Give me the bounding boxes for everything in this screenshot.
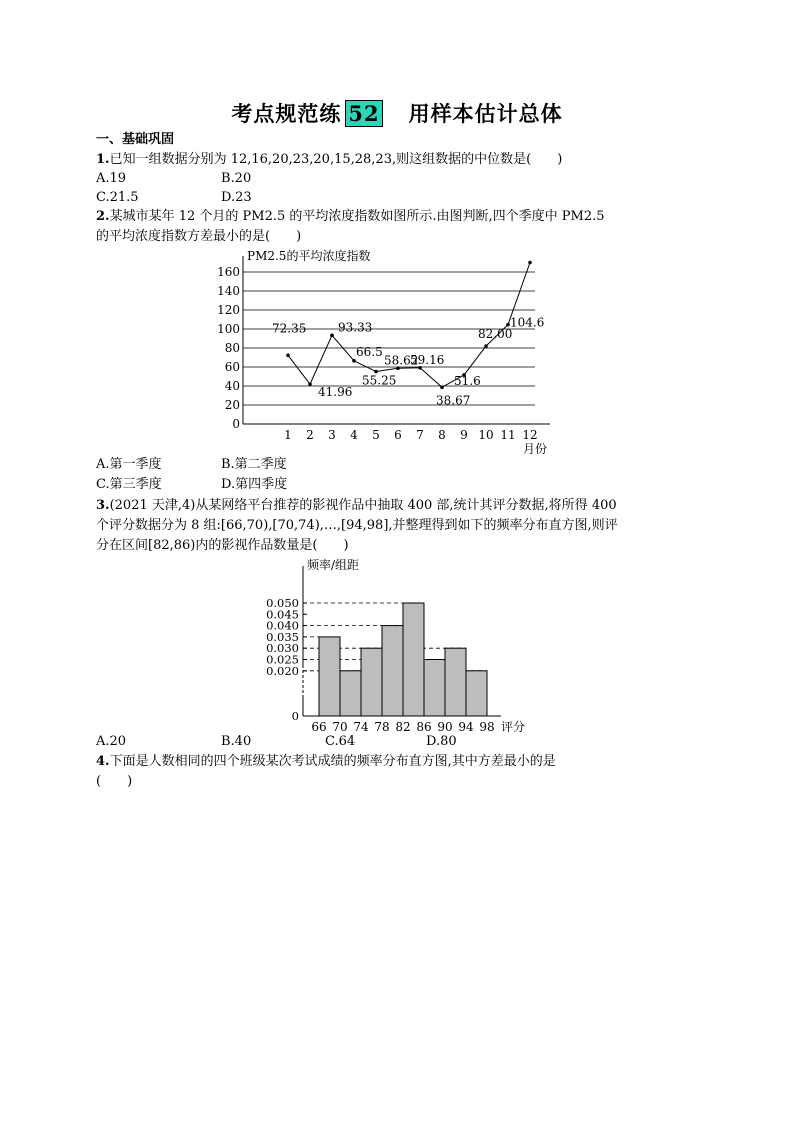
origin-label: 0 [291, 709, 299, 723]
y-tick-label: 80 [224, 341, 240, 355]
question-2-text-2: 的平均浓度指数方差最小的是( [96, 229, 271, 244]
x-tick-label: 10 [478, 428, 494, 442]
data-point [286, 353, 290, 357]
question-2-line-1 [96, 208, 605, 226]
question-4-line-2 [96, 773, 132, 791]
question-4-number: 4. [96, 754, 110, 769]
question-1 [96, 151, 562, 169]
x-tick-label: 70 [332, 720, 348, 734]
q2-option-d[interactable]: D.第四季度 [221, 477, 288, 492]
question-3-line-3 [96, 537, 349, 555]
data-label: 72.35 [272, 321, 307, 336]
data-point [330, 334, 334, 338]
chart-title: PM2.5的平均浓度指数 [247, 249, 371, 263]
y-tick-label: 0 [232, 417, 240, 431]
x-tick-label: 11 [500, 428, 516, 442]
y-tick-label: 0.050 [266, 596, 299, 610]
x-tick-label: 90 [437, 720, 453, 734]
q1-option-d[interactable]: D.23 [221, 190, 252, 205]
title-topic: 用样本估计总体 [408, 102, 563, 126]
y-tick-label: 60 [224, 360, 240, 374]
y-tick-label: 140 [217, 284, 240, 298]
x-axis-label: 评分 [501, 720, 526, 734]
data-point [352, 359, 356, 363]
x-tick-label: 66 [311, 720, 327, 734]
q2-option-b[interactable]: B.第二季度 [221, 457, 287, 472]
y-tick-label: 0.035 [266, 629, 299, 644]
y-tick-label: 40 [224, 379, 240, 393]
data-label: 104.6 [510, 315, 545, 330]
x-tick-label: 9 [460, 428, 468, 442]
x-tick-label: 74 [353, 720, 369, 734]
question-2-number: 2. [96, 209, 110, 224]
question-1-number: 1. [96, 152, 110, 167]
pm25-line-chart [217, 244, 565, 458]
y-tick-label: 0.030 [266, 641, 299, 656]
question-3-text: (2021 天津,4)从某网络平台推荐的影视作品中抽取 400 部,统计其评分数据,将所得 400 [109, 498, 617, 513]
y-tick-label: 160 [217, 265, 240, 279]
histogram-bar [424, 660, 445, 717]
question-3-text-3: 分在区间[82,86)内的影视作品数量是( [96, 538, 318, 553]
q3-option-c[interactable]: C.64 [325, 734, 356, 749]
question-4-text: 下面是人数相同的四个班级某次考试成绩的频率分布直方图,其中方差最小的是 [109, 754, 556, 769]
question-2-text: 某城市某年 12 个月的 PM2.5 的平均浓度指数如图所示.由图判断,四个季度中 PM2.5 [109, 209, 605, 224]
data-label: 51.6 [454, 373, 481, 388]
x-tick-label: 98 [479, 720, 495, 734]
question-3-close: ) [343, 538, 349, 553]
y-tick-label: 120 [217, 303, 240, 317]
x-tick-label: 8 [438, 428, 446, 442]
histogram-bar [319, 637, 340, 716]
question-4-open: ( [96, 774, 102, 789]
question-4-line-1 [96, 753, 556, 771]
x-axis-label: 月份 [522, 442, 547, 456]
histogram-bar [403, 603, 424, 716]
y-tick-label: 0.040 [266, 618, 299, 633]
x-tick-label: 3 [328, 428, 336, 442]
y-tick-label: 0.025 [266, 652, 299, 667]
x-tick-label: 1 [284, 428, 292, 442]
data-label: 59.16 [410, 352, 445, 367]
histogram-bar [466, 671, 487, 716]
data-point [528, 261, 532, 265]
q3-option-b[interactable]: B.40 [221, 734, 252, 749]
x-tick-label: 94 [458, 720, 474, 734]
y-tick-label: 0.045 [266, 607, 299, 622]
y-tick-label: 20 [224, 398, 240, 412]
q1-option-b[interactable]: B.20 [221, 171, 252, 186]
x-tick-label: 82 [395, 720, 411, 734]
q2-option-a[interactable]: A.第一季度 [96, 457, 162, 472]
q3-option-d[interactable]: D.80 [426, 734, 457, 749]
data-point [308, 382, 312, 386]
histogram-bar [445, 648, 466, 716]
x-tick-label: 5 [372, 428, 380, 442]
x-tick-label: 4 [350, 428, 358, 442]
y-tick-label: 100 [217, 322, 240, 336]
data-label: 41.96 [318, 385, 353, 400]
question-4-close: ) [127, 774, 133, 789]
x-tick-label: 78 [374, 720, 390, 734]
data-label: 55.25 [362, 373, 397, 388]
histogram-bar [382, 626, 403, 716]
data-point [484, 344, 488, 348]
x-tick-label: 2 [306, 428, 314, 442]
rating-histogram [255, 556, 545, 734]
y-tick-label: 0.020 [266, 663, 299, 678]
question-3-number: 3. [96, 498, 110, 513]
data-point [440, 385, 444, 389]
data-label: 82.00 [478, 327, 513, 342]
q3-option-a[interactable]: A.20 [96, 734, 127, 749]
histogram-bar [361, 648, 382, 716]
q1-option-c[interactable]: C.21.5 [96, 190, 139, 205]
question-3-line-2: 个评分数据分为 8 组:[66,70),[70,74),…,[94,98],并整理得到如下的频率分布直方图,则评 [96, 518, 618, 533]
data-label: 58.62 [384, 353, 419, 368]
x-tick-label: 7 [416, 428, 424, 442]
question-1-text: 已知一组数据分别为 12,16,20,23,20,15,28,23,则这组数据的中位数是( [109, 152, 532, 167]
histogram-bar [340, 671, 361, 716]
data-label: 66.5 [356, 344, 383, 359]
question-3-line-1 [96, 497, 617, 515]
data-label: 93.33 [338, 320, 373, 335]
series-line [288, 263, 530, 388]
title-prefix: 考点规范练 [231, 102, 342, 126]
page-title [0, 98, 794, 128]
q2-option-c[interactable]: C.第三季度 [96, 477, 162, 492]
x-tick-label: 6 [394, 428, 402, 442]
x-tick-label: 12 [522, 428, 538, 442]
section-heading: 一、基础巩固 [96, 132, 175, 147]
x-tick-label: 86 [416, 720, 432, 734]
question-1-close: ) [557, 152, 563, 167]
q1-option-a[interactable]: A.19 [96, 171, 127, 186]
question-2-close: ) [296, 229, 302, 244]
y-axis-label: 频率/组距 [307, 558, 360, 572]
title-number-badge: 52 [345, 100, 382, 127]
data-label: 38.67 [436, 393, 471, 408]
